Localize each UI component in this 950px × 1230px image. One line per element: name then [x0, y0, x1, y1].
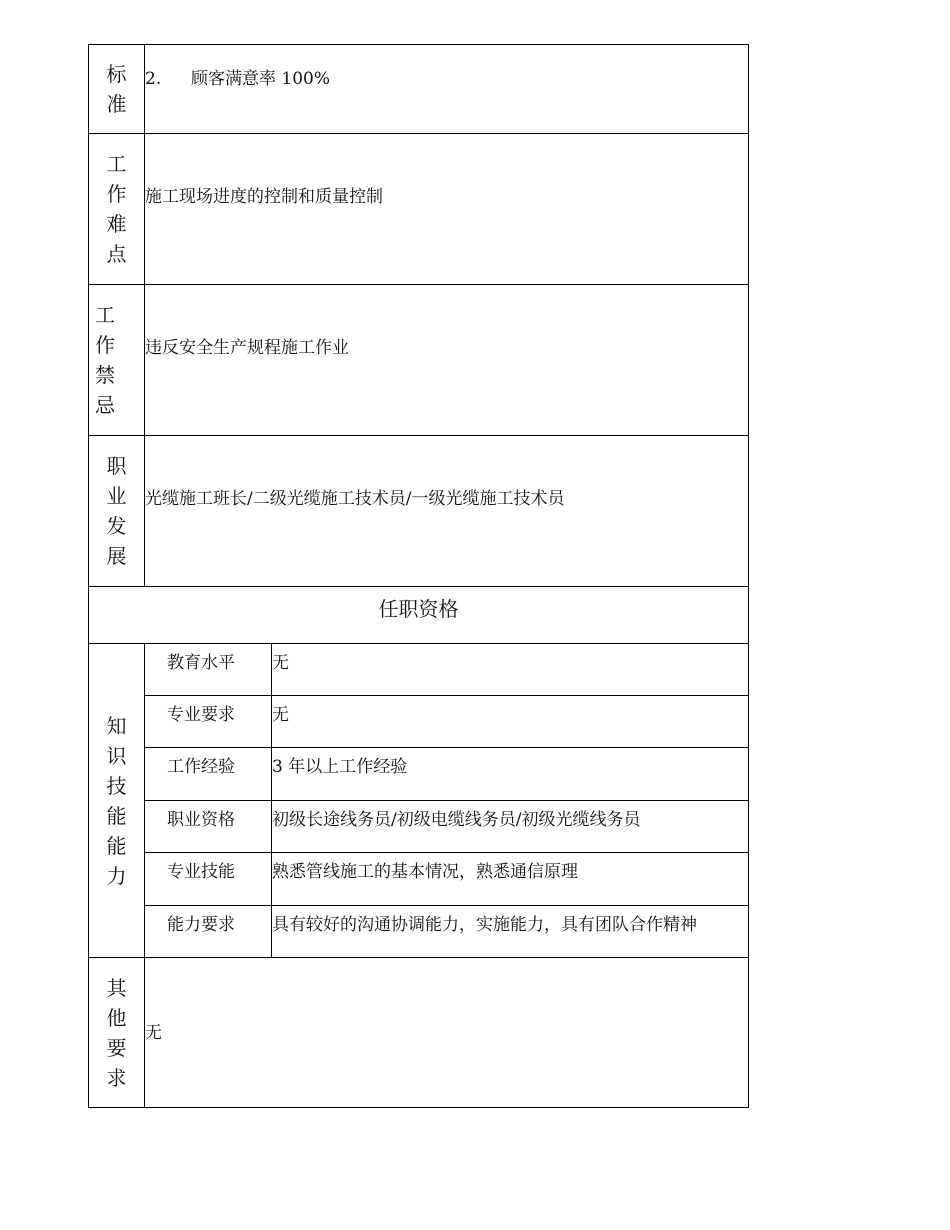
standard-label: 标准: [106, 62, 127, 116]
qual-row: [89, 801, 749, 853]
qual-row: [89, 748, 749, 801]
qual-item-value: 熟悉管线施工的基本情况，熟悉通信原理: [272, 853, 749, 906]
qual-item-value: 3 年以上工作经验: [272, 748, 749, 801]
difficulty-label: 工作难点: [106, 152, 127, 266]
qual-item-value: 具有较好的沟通协调能力，实施能力，具有团队合作精神: [272, 906, 749, 958]
difficulty-content: 施工现场进度的控制和质量控制: [145, 134, 749, 285]
standard-label-cell: [89, 45, 145, 134]
qual-group-label: 知识技能能力: [106, 713, 127, 888]
taboo-content: 违反安全生产规程施工作业: [145, 285, 749, 436]
qual-row: [89, 853, 749, 906]
qualifications-header-row: [89, 587, 749, 644]
difficulty-label-cell: [89, 134, 145, 285]
qual-item-label: 职业资格: [145, 801, 272, 853]
qual-item-label: 工作经验: [145, 748, 272, 801]
qual-item-label: 教育水平: [145, 644, 272, 696]
qual-group-label-cell: [89, 644, 145, 958]
qual-item-value: 无: [272, 696, 749, 748]
career-row: [89, 436, 749, 587]
qual-row: [89, 696, 749, 748]
difficulty-row: [89, 134, 749, 285]
career-label-cell: [89, 436, 145, 587]
standard-text: 顾客满意率 100%: [191, 69, 331, 89]
qual-item-label: 专业技能: [145, 853, 272, 906]
qual-item-label: 专业要求: [145, 696, 272, 748]
qual-row: [89, 906, 749, 958]
standard-number: 2.: [145, 69, 162, 89]
taboo-row: [89, 285, 749, 436]
qual-item-value: 无: [272, 644, 749, 696]
qualifications-header: 任职资格: [89, 587, 749, 644]
job-description-table: [88, 44, 749, 1108]
other-label: 其他要求: [106, 975, 127, 1090]
other-content: 无: [145, 958, 749, 1108]
career-label: 职业发展: [106, 454, 127, 568]
other-label-cell: [89, 958, 145, 1108]
taboo-label: 工作禁忌: [95, 303, 115, 417]
career-content: 光缆施工班长/二级光缆施工技术员/一级光缆施工技术员: [145, 436, 749, 587]
standard-content: [145, 45, 749, 134]
standard-row: [89, 45, 749, 134]
qual-item-label: 能力要求: [145, 906, 272, 958]
taboo-label-cell: [89, 285, 145, 436]
qual-row: [89, 644, 749, 696]
qual-item-value: 初级长途线务员/初级电缆线务员/初级光缆线务员: [272, 801, 749, 853]
other-row: [89, 958, 749, 1108]
